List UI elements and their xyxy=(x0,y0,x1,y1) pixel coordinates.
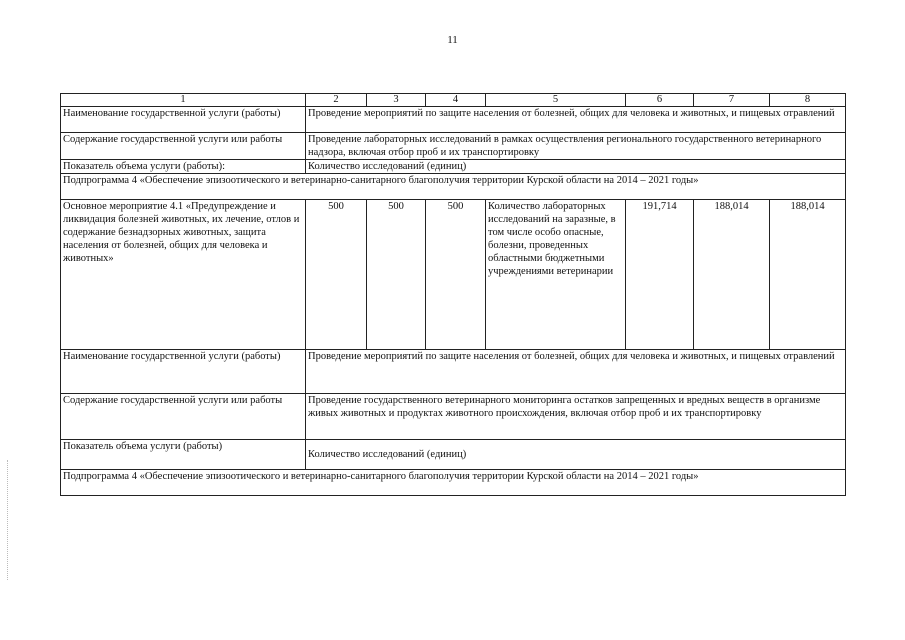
page-number: 11 xyxy=(447,34,458,46)
column-number-7: 7 xyxy=(694,94,770,107)
measure-indicator-text: Количество лабораторных исследований на заразные, в том числе особо опасные, болезни, проведенных областными бюджетными учреждениями ветеринарии xyxy=(486,200,626,350)
service-content-label: Содержание государственной услуги или работы xyxy=(61,394,306,440)
measure-col3-value: 500 xyxy=(367,200,426,350)
measure-col6-value: 191,714 xyxy=(626,200,694,350)
indicator-label: Показатель объема услуги (работы) xyxy=(61,440,306,470)
service-name-value: Проведение мероприятий по защите населения от болезней, общих для человека и животных, и пищевых отравлений xyxy=(306,107,846,133)
subprogram-row xyxy=(61,174,846,200)
column-number-1: 1 xyxy=(61,94,306,107)
indicator-row xyxy=(61,440,846,470)
service-name-label: Наименование государственной услуги (работы) xyxy=(61,107,306,133)
measure-name: Основное мероприятие 4.1 «Предупреждение и ликвидация болезней животных, их лечение, отлов и содержание безнадзорных животных, защита населения от болезней, общих для человека и животных» xyxy=(61,200,306,350)
column-number-5: 5 xyxy=(486,94,626,107)
service-name-value: Проведение мероприятий по защите населения от болезней, общих для человека и животных, и пищевых отравлений xyxy=(306,350,846,394)
measure-col4-value: 500 xyxy=(426,200,486,350)
column-number-6: 6 xyxy=(626,94,694,107)
service-name-row xyxy=(61,107,846,133)
measure-col7-value: 188,014 xyxy=(694,200,770,350)
scan-edge-mark xyxy=(7,460,9,580)
indicator-value: Количество исследований (единиц) xyxy=(306,160,846,174)
budget-table xyxy=(60,93,846,496)
service-content-row xyxy=(61,133,846,160)
subprogram-row xyxy=(61,470,846,496)
indicator-label: Показатель объема услуги (работы): xyxy=(61,160,306,174)
column-number-2: 2 xyxy=(306,94,367,107)
measure-col2-value: 500 xyxy=(306,200,367,350)
indicator-value: Количество исследований (единиц) xyxy=(306,440,846,470)
measure-col8-value: 188,014 xyxy=(770,200,846,350)
subprogram-title: Подпрограмма 4 «Обеспечение эпизоотического и ветеринарно-санитарного благополучия территории Курской области на 2014 – 2021 годы» xyxy=(61,470,846,496)
service-content-value: Проведение лабораторных исследований в рамках осуществления регионального государственного ветеринарного надзора, включая отбор проб и их транспортировку xyxy=(306,133,846,160)
column-number-4: 4 xyxy=(426,94,486,107)
measure-row xyxy=(61,200,846,350)
service-content-value: Проведение государственного ветеринарного мониторинга остатков запрещенных и вредных веществ в организме живых животных и продуктах животного происхождения, включая отбор проб и их транспортировку xyxy=(306,394,846,440)
service-content-label: Содержание государственной услуги или работы xyxy=(61,133,306,160)
indicator-row xyxy=(61,160,846,174)
service-name-label: Наименование государственной услуги (работы) xyxy=(61,350,306,394)
subprogram-title: Подпрограмма 4 «Обеспечение эпизоотического и ветеринарно-санитарного благополучия территории Курской области на 2014 – 2021 годы» xyxy=(61,174,846,200)
column-number-row xyxy=(61,94,846,107)
column-number-8: 8 xyxy=(770,94,846,107)
service-name-row xyxy=(61,350,846,394)
column-number-3: 3 xyxy=(367,94,426,107)
service-content-row xyxy=(61,394,846,440)
